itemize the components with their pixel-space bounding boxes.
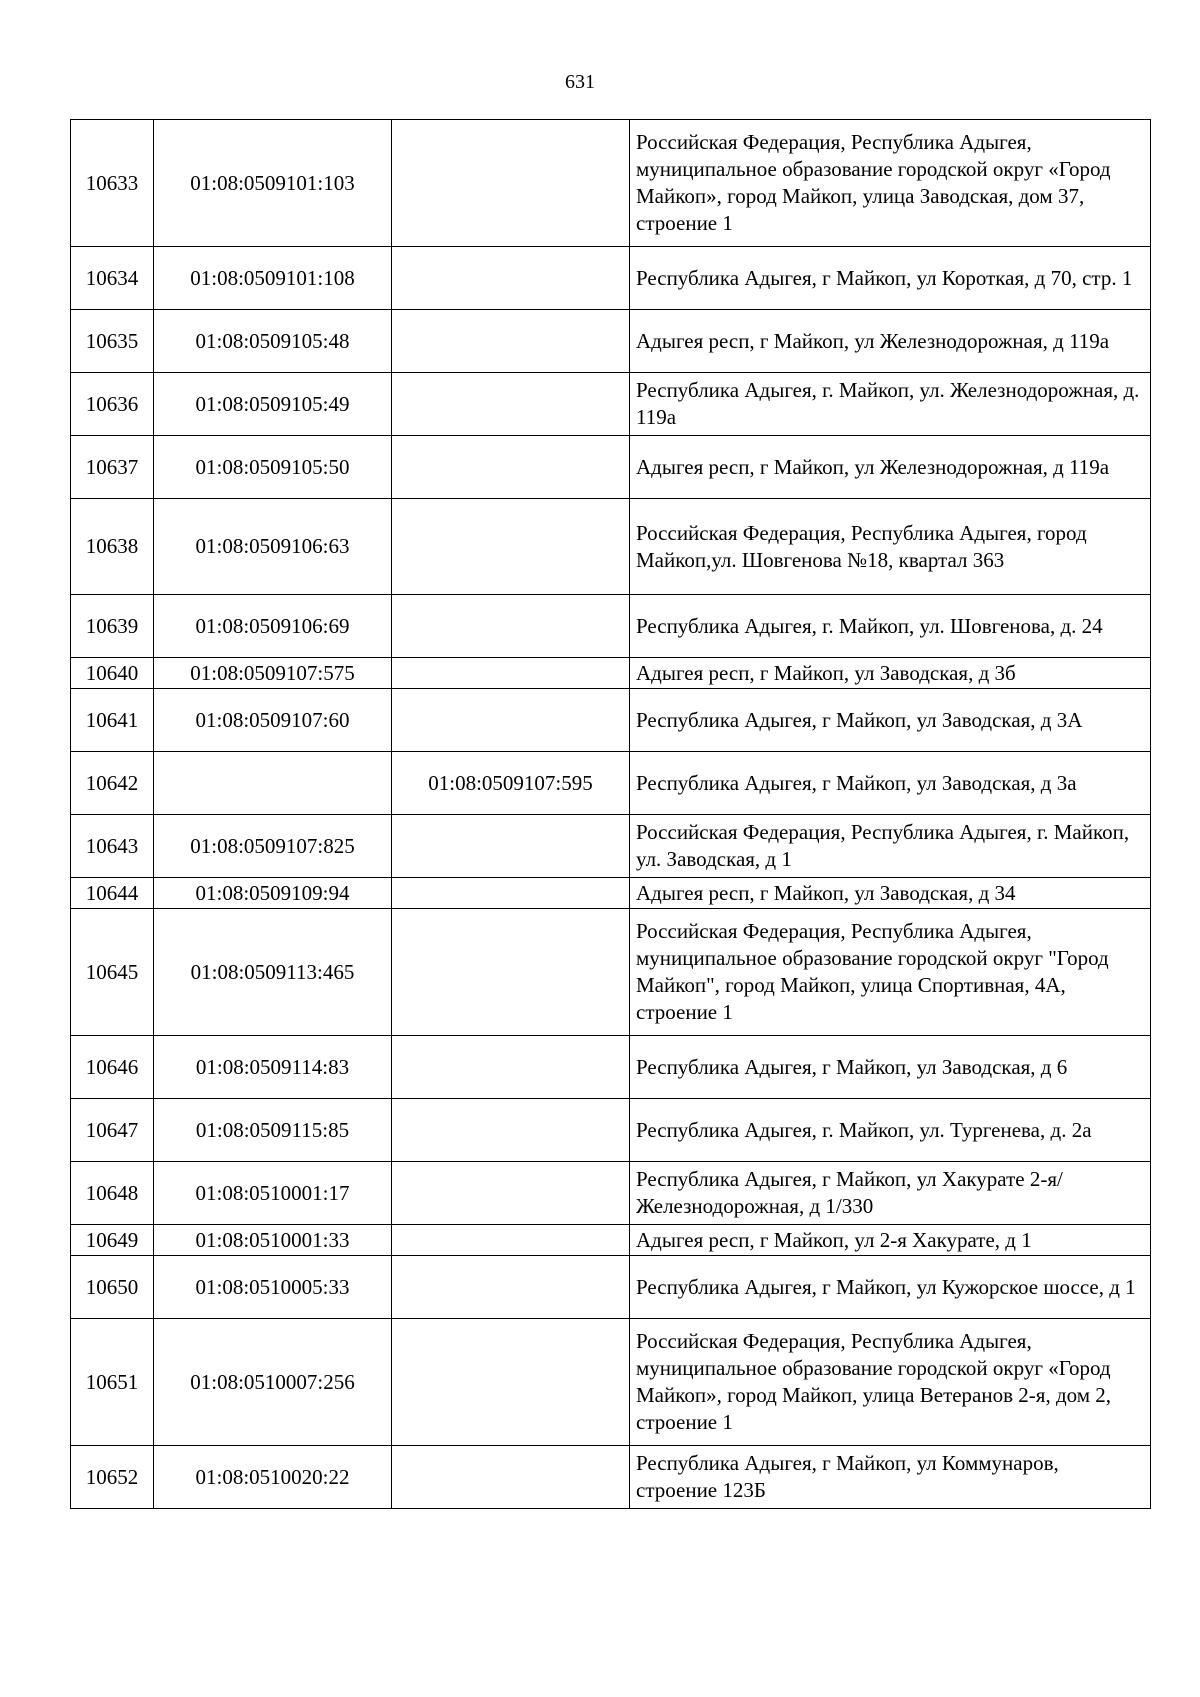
- cadastral-number-cell: 01:08:0510005:33: [154, 1256, 392, 1319]
- address-cell: Адыгея респ, г Майкоп, ул 2-я Хакурате, д 1: [630, 1225, 1151, 1256]
- row-number-cell: 10652: [71, 1446, 154, 1509]
- related-cadastral-number-cell: [392, 1162, 630, 1225]
- address-cell: Республика Адыгея, г Майкоп, ул Заводская, д 3А: [630, 689, 1151, 752]
- address-cell: Адыгея респ, г Майкоп, ул Заводская, д 3б: [630, 658, 1151, 689]
- page-number: 631: [565, 71, 595, 93]
- cadastral-number-cell: 01:08:0509107:825: [154, 815, 392, 878]
- cadastral-number-cell: [154, 752, 392, 815]
- row-number-cell: 10638: [71, 499, 154, 595]
- related-cadastral-number-cell: [392, 815, 630, 878]
- address-cell: Российская Федерация, Республика Адыгея, муниципальное образование городской округ "Город Майкоп", город Майкоп, улица Спортивная, 4А, строение 1: [630, 909, 1151, 1036]
- row-number-cell: 10649: [71, 1225, 154, 1256]
- address-cell: Республика Адыгея, г Майкоп, ул Заводская, д 3а: [630, 752, 1151, 815]
- related-cadastral-number-cell: [392, 1036, 630, 1099]
- row-number-cell: 10648: [71, 1162, 154, 1225]
- cadastral-number-cell: 01:08:0509109:94: [154, 878, 392, 909]
- row-number-cell: 10642: [71, 752, 154, 815]
- registry-table: [70, 119, 1151, 1509]
- related-cadastral-number-cell: [392, 1099, 630, 1162]
- address-cell: Российская Федерация, Республика Адыгея, г. Майкоп, ул. Заводская, д 1: [630, 815, 1151, 878]
- table-row: [71, 878, 1151, 909]
- table-row: [71, 120, 1151, 247]
- row-number-cell: 10636: [71, 373, 154, 436]
- row-number-cell: 10647: [71, 1099, 154, 1162]
- address-cell: Республика Адыгея, г Майкоп, ул Заводская, д 6: [630, 1036, 1151, 1099]
- related-cadastral-number-cell: [392, 595, 630, 658]
- address-cell: Республика Адыгея, г Майкоп, ул Кужорское шоссе, д 1: [630, 1256, 1151, 1319]
- address-cell: Республика Адыгея, г. Майкоп, ул. Железнодорожная, д. 119а: [630, 373, 1151, 436]
- cadastral-number-cell: 01:08:0509101:108: [154, 247, 392, 310]
- table-row: [71, 1036, 1151, 1099]
- address-cell: Республика Адыгея, г. Майкоп, ул. Тургенева, д. 2а: [630, 1099, 1151, 1162]
- row-number-cell: 10644: [71, 878, 154, 909]
- address-cell: Республика Адыгея, г Майкоп, ул Коммунаров, строение 123Б: [630, 1446, 1151, 1509]
- cadastral-number-cell: 01:08:0509106:69: [154, 595, 392, 658]
- cadastral-number-cell: 01:08:0509113:465: [154, 909, 392, 1036]
- related-cadastral-number-cell: [392, 373, 630, 436]
- row-number-cell: 10650: [71, 1256, 154, 1319]
- address-cell: Республика Адыгея, г Майкоп, ул Хакурате 2-я/Железнодорожная, д 1/330: [630, 1162, 1151, 1225]
- related-cadastral-number-cell: [392, 120, 630, 247]
- related-cadastral-number-cell: [392, 1446, 630, 1509]
- address-cell: Адыгея респ, г Майкоп, ул Железнодорожная, д 119а: [630, 310, 1151, 373]
- table-row: [71, 1319, 1151, 1446]
- related-cadastral-number-cell: [392, 689, 630, 752]
- related-cadastral-number-cell: [392, 1256, 630, 1319]
- table-row: [71, 1256, 1151, 1319]
- table-row: [71, 752, 1151, 815]
- cadastral-number-cell: 01:08:0509115:85: [154, 1099, 392, 1162]
- table-row: [71, 1225, 1151, 1256]
- table-row: [71, 1446, 1151, 1509]
- related-cadastral-number-cell: [392, 310, 630, 373]
- related-cadastral-number-cell: [392, 436, 630, 499]
- cadastral-number-cell: 01:08:0509106:63: [154, 499, 392, 595]
- table-row: [71, 436, 1151, 499]
- table-row: [71, 595, 1151, 658]
- related-cadastral-number-cell: [392, 878, 630, 909]
- row-number-cell: 10637: [71, 436, 154, 499]
- cadastral-number-cell: 01:08:0510007:256: [154, 1319, 392, 1446]
- cadastral-number-cell: 01:08:0509105:50: [154, 436, 392, 499]
- cadastral-number-cell: 01:08:0509107:60: [154, 689, 392, 752]
- table-row: [71, 689, 1151, 752]
- address-cell: Российская Федерация, Республика Адыгея, муниципальное образование городской округ «Город Майкоп», город Майкоп, улица Ветеранов 2-я, дом 2, строение 1: [630, 1319, 1151, 1446]
- table-row: [71, 815, 1151, 878]
- cadastral-number-cell: 01:08:0509105:49: [154, 373, 392, 436]
- table-row: [71, 499, 1151, 595]
- cadastral-number-cell: 01:08:0509107:575: [154, 658, 392, 689]
- row-number-cell: 10651: [71, 1319, 154, 1446]
- related-cadastral-number-cell: [392, 1319, 630, 1446]
- related-cadastral-number-cell: 01:08:0509107:595: [392, 752, 630, 815]
- address-cell: Российская Федерация, Республика Адыгея, муниципальное образование городской округ «Город Майкоп», город Майкоп, улица Заводская, дом 37, строение 1: [630, 120, 1151, 247]
- related-cadastral-number-cell: [392, 1225, 630, 1256]
- table-row: [71, 1162, 1151, 1225]
- related-cadastral-number-cell: [392, 909, 630, 1036]
- address-cell: Республика Адыгея, г. Майкоп, ул. Шовгенова, д. 24: [630, 595, 1151, 658]
- table-row: [71, 658, 1151, 689]
- related-cadastral-number-cell: [392, 658, 630, 689]
- row-number-cell: 10634: [71, 247, 154, 310]
- table-row: [71, 310, 1151, 373]
- table-row: [71, 1099, 1151, 1162]
- table-row: [71, 373, 1151, 436]
- row-number-cell: 10639: [71, 595, 154, 658]
- table-row: [71, 909, 1151, 1036]
- address-cell: Адыгея респ, г Майкоп, ул Заводская, д 34: [630, 878, 1151, 909]
- cadastral-number-cell: 01:08:0509105:48: [154, 310, 392, 373]
- related-cadastral-number-cell: [392, 499, 630, 595]
- table-row: [71, 247, 1151, 310]
- cadastral-number-cell: 01:08:0510001:33: [154, 1225, 392, 1256]
- row-number-cell: 10641: [71, 689, 154, 752]
- row-number-cell: 10635: [71, 310, 154, 373]
- cadastral-number-cell: 01:08:0510020:22: [154, 1446, 392, 1509]
- address-cell: Адыгея респ, г Майкоп, ул Железнодорожная, д 119а: [630, 436, 1151, 499]
- row-number-cell: 10645: [71, 909, 154, 1036]
- address-cell: Российская Федерация, Республика Адыгея, город Майкоп,ул. Шовгенова №18, квартал 363: [630, 499, 1151, 595]
- row-number-cell: 10640: [71, 658, 154, 689]
- cadastral-number-cell: 01:08:0509114:83: [154, 1036, 392, 1099]
- related-cadastral-number-cell: [392, 247, 630, 310]
- row-number-cell: 10633: [71, 120, 154, 247]
- row-number-cell: 10646: [71, 1036, 154, 1099]
- cadastral-number-cell: 01:08:0509101:103: [154, 120, 392, 247]
- address-cell: Республика Адыгея, г Майкоп, ул Короткая, д 70, стр. 1: [630, 247, 1151, 310]
- cadastral-number-cell: 01:08:0510001:17: [154, 1162, 392, 1225]
- row-number-cell: 10643: [71, 815, 154, 878]
